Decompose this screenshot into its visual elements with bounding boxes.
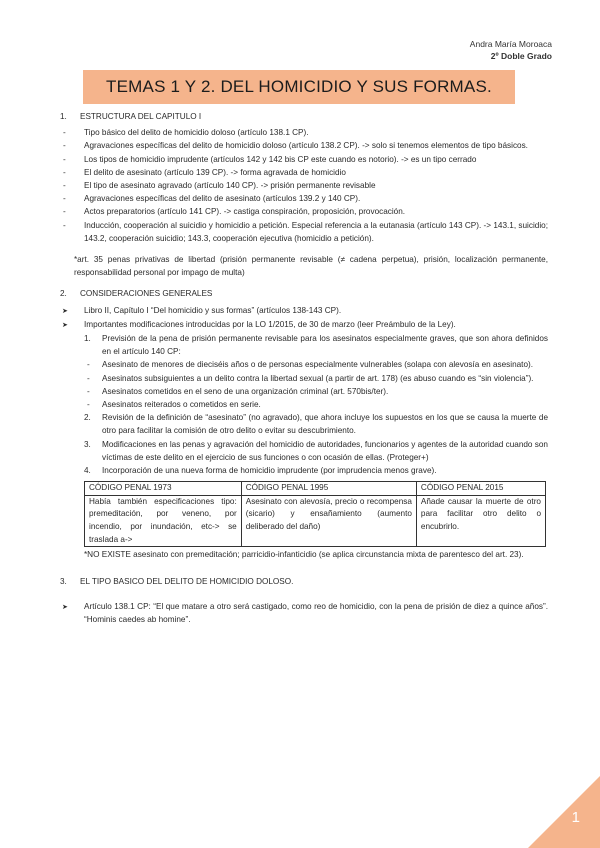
table-cell: Había también especificaciones tipo: premeditación, por veneno, por incendio, por inundación, etc-> se traslada a->: [85, 495, 242, 546]
dash-bullet: -: [63, 141, 66, 151]
list-item: - Agravaciones específicas del delito de homicidio doloso (artículo 138.2 CP). -> solo si tenemos elementos de tipo básicos.: [60, 139, 548, 152]
table-header-cell: CÓDIGO PENAL 1995: [241, 482, 416, 496]
numbered-item: 3. Modificaciones en las penas y agravación del homicidio de autoridades, funcionarios y agentes de la autoridad cuando son víctimas de este delito en el ejercicio de sus funciones o con ocasión de ellas. (Proteger+): [84, 438, 548, 464]
list-item: - Actos preparatorios (artículo 141 CP). -> castiga conspiración, proposición, provocación.: [60, 205, 548, 218]
list-item: - El tipo de asesinato agravado (artículo 140 CP). -> prisión permanente revisable: [60, 179, 548, 192]
table-cell: Asesinato con alevosía, precio o recompensa (sicario) y ensañamiento (aumento deliberado del daño): [241, 495, 416, 546]
list-item: ➤ Artículo 138.1 CP: “El que matare a otro será castigado, como reo de homicidio, con la pena de prisión de diez a quince años”. “Hominis caedes ab homine”.: [60, 600, 548, 626]
list-item: - Asesinatos reiterados o cometidos en serie.: [84, 398, 548, 411]
footnote: *art. 35 penas privativas de libertad (prisión permanente revisable (≠ cadena perpetua), prisión, localización permanente, responsabilidad personal por impago de multa): [74, 255, 548, 278]
page-corner-decoration: [528, 776, 600, 848]
table-header-row: [85, 482, 546, 496]
table-header-cell: CÓDIGO PENAL 1973: [85, 482, 242, 496]
item-number: 2.: [84, 413, 91, 423]
section-3-heading: [60, 575, 548, 588]
dash-bullet: -: [63, 220, 66, 230]
section-number: 3.: [60, 577, 67, 587]
dash-bullet: -: [63, 154, 66, 164]
list-item: - Asesinatos subsiguientes a un delito contra la libertad sexual (a partir de art. 178) (es abuso cuando es “sin violencia”).: [84, 372, 548, 385]
numbered-item: 2. Revisión de la definición de “asesinato” (no agravado), que ahora incluye los supuestos en los que se causa la muerte de otro para facilitar la comisión de otro delito o evitar su descubrimiento.: [84, 411, 548, 437]
list-item: ➤ Libro II, Capítulo I “Del homicidio y sus formas” (artículos 138-143 CP).: [60, 304, 548, 318]
dash-bullet: -: [87, 360, 90, 370]
list-item: - Agravaciones específicas del delito de asesinato (artículos 139.2 y 140 CP).: [60, 192, 548, 205]
table-cell: Añade causar la muerte de otro para facilitar otro delito o encubrirlo.: [416, 495, 545, 546]
section-number: 2.: [60, 289, 67, 299]
list-item: - Los tipos de homicidio imprudente (artículos 142 y 142 bis CP este cuando es notorio). -> es un tipo cerrado: [60, 153, 548, 166]
numbered-item: 4. Incorporación de una nueva forma de homicidio imprudente (por imprudencia menos grave).: [84, 464, 548, 477]
item-number: 4.: [84, 466, 91, 476]
item-number: 3.: [84, 439, 91, 449]
page-title: TEMAS 1 Y 2. DEL HOMICIDIO Y SUS FORMAS.: [106, 77, 492, 96]
section-1-heading: [60, 110, 548, 123]
list-item: - Tipo básico del delito de homicidio doloso (artículo 138.1 CP).: [60, 126, 548, 139]
section-title: ESTRUCTURA DEL CAPITULO I: [80, 112, 202, 121]
arrow-bullet-icon: ➤: [62, 603, 68, 611]
numbered-item: 1. Previsión de la pena de prisión permanente revisable para los asesinatos especialmente graves, que son ahora definidos en el artículo 140 CP:: [84, 332, 548, 358]
dash-bullet: -: [63, 207, 66, 217]
section-title: CONSIDERACIONES GENERALES: [80, 289, 213, 299]
title-banner: [83, 70, 515, 104]
comparison-table: [84, 481, 546, 547]
dash-bullet: -: [63, 167, 66, 177]
page-number: 1: [571, 809, 580, 826]
arrow-bullet-icon: ➤: [62, 321, 68, 329]
table-row: [85, 495, 546, 546]
author-name: Andra María Moroaca: [469, 39, 552, 49]
list-item: - Asesinato de menores de dieciséis años o de personas especialmente vulnerables (solapa con alevosía en asesinato).: [84, 358, 548, 371]
list-item: - El delito de asesinato (artículo 139 CP). -> forma agravada de homicidio: [60, 166, 548, 179]
footnote: *NO EXISTE asesinato con premeditación; parricidio-infanticidio (se aplica circunstancia mixta de parentesco del art. 23).: [84, 550, 524, 560]
dash-bullet: -: [63, 181, 66, 191]
section-2-heading: [60, 287, 548, 300]
item-number: 1.: [84, 334, 91, 344]
course-label: 2º Doble Grado: [490, 51, 552, 61]
dash-bullet: -: [63, 194, 66, 204]
document-body: [60, 108, 548, 626]
dash-bullet: -: [87, 373, 90, 383]
list-item: - Asesinatos cometidos en el seno de una organización criminal (art. 570bis/ter).: [84, 385, 548, 398]
dash-bullet: -: [87, 400, 90, 410]
section-number: 1.: [60, 112, 67, 121]
table-header-cell: CÓDIGO PENAL 2015: [416, 482, 545, 496]
dash-bullet: -: [63, 128, 66, 138]
arrow-bullet-icon: ➤: [62, 307, 68, 315]
dash-bullet: -: [87, 386, 90, 396]
list-item: - Inducción, cooperación al suicidio y homicidio a petición. Especial referencia a la eutanasia (artículo 143 CP). -> 143.1, suicidio; 143.2, cooperación suicidio; 143.3, cooperación ejecutiva (homicidio a petición).: [60, 219, 548, 245]
section-title: EL TIPO BASICO DEL DELITO DE HOMICIDIO DOLOSO.: [80, 577, 294, 587]
list-item: ➤ Importantes modificaciones introducidas por la LO 1/2015, de 30 de marzo (leer Preámbulo de la Ley).: [60, 318, 548, 332]
